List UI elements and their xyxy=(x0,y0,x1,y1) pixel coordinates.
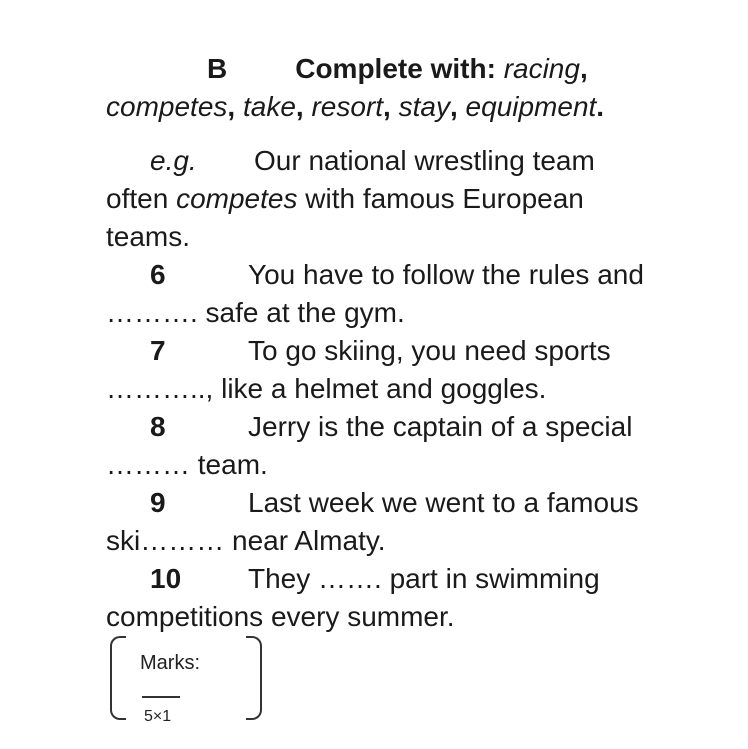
example-answer: competes xyxy=(176,183,298,214)
word-option-equipment: equipment xyxy=(465,91,597,122)
item-number: 7 xyxy=(150,335,166,366)
right-bracket xyxy=(246,636,262,720)
item-number: 6 xyxy=(150,259,166,290)
example-label: e.g. xyxy=(150,145,197,176)
exercise-heading: B Complete with: racing, xyxy=(207,53,588,84)
marks-label: Marks: xyxy=(140,652,200,674)
item-number: 9 xyxy=(150,487,166,518)
word-option-take: take xyxy=(242,91,296,122)
example-text-1: Our national wrestling team xyxy=(254,145,595,176)
instruction-label: Complete with: xyxy=(295,53,496,84)
left-bracket xyxy=(110,636,126,720)
item-text: They ……. part in swimming xyxy=(248,563,600,594)
item-10-line-2: competitions every summer. xyxy=(106,601,455,632)
exercise-letter: B xyxy=(207,53,228,84)
item-10-line-1 xyxy=(106,562,600,596)
item-text: To go skiing, you need sports xyxy=(248,335,611,366)
item-6-line-2: ………. safe at the gym. xyxy=(106,297,405,328)
word-bank: competes, take, resort, stay, equipment. xyxy=(106,91,605,122)
item-number: 8 xyxy=(150,411,166,442)
item-7-line-2: ……….., like a helmet and goggles. xyxy=(106,373,547,404)
example-line-3: teams. xyxy=(106,221,191,252)
item-9-line-2: ski……… near Almaty. xyxy=(106,525,386,556)
word-option-resort: resort xyxy=(311,91,384,122)
word-option-racing: racing xyxy=(503,53,580,84)
item-text: Last week we went to a famous xyxy=(248,487,639,518)
item-text: Jerry is the captain of a special xyxy=(248,411,633,442)
item-7-line-1 xyxy=(106,334,611,368)
item-text: You have to follow the rules and xyxy=(248,259,644,290)
item-8-line-2: ……… team. xyxy=(106,449,268,480)
item-8-line-1 xyxy=(106,410,632,444)
example-text-2a: often xyxy=(106,183,177,214)
marks-score-line xyxy=(142,696,180,698)
item-6-line-1 xyxy=(106,258,644,292)
marks-box xyxy=(110,636,262,725)
example-line-2 xyxy=(106,182,584,216)
example-line-1 xyxy=(106,144,595,178)
item-9-line-1 xyxy=(106,486,639,520)
word-option-competes: competes xyxy=(106,91,228,122)
marks-total: 5×1 xyxy=(144,708,172,725)
word-option-stay: stay xyxy=(398,91,450,122)
example-text-2b: with famous European xyxy=(297,183,584,214)
item-number: 10 xyxy=(150,563,182,594)
